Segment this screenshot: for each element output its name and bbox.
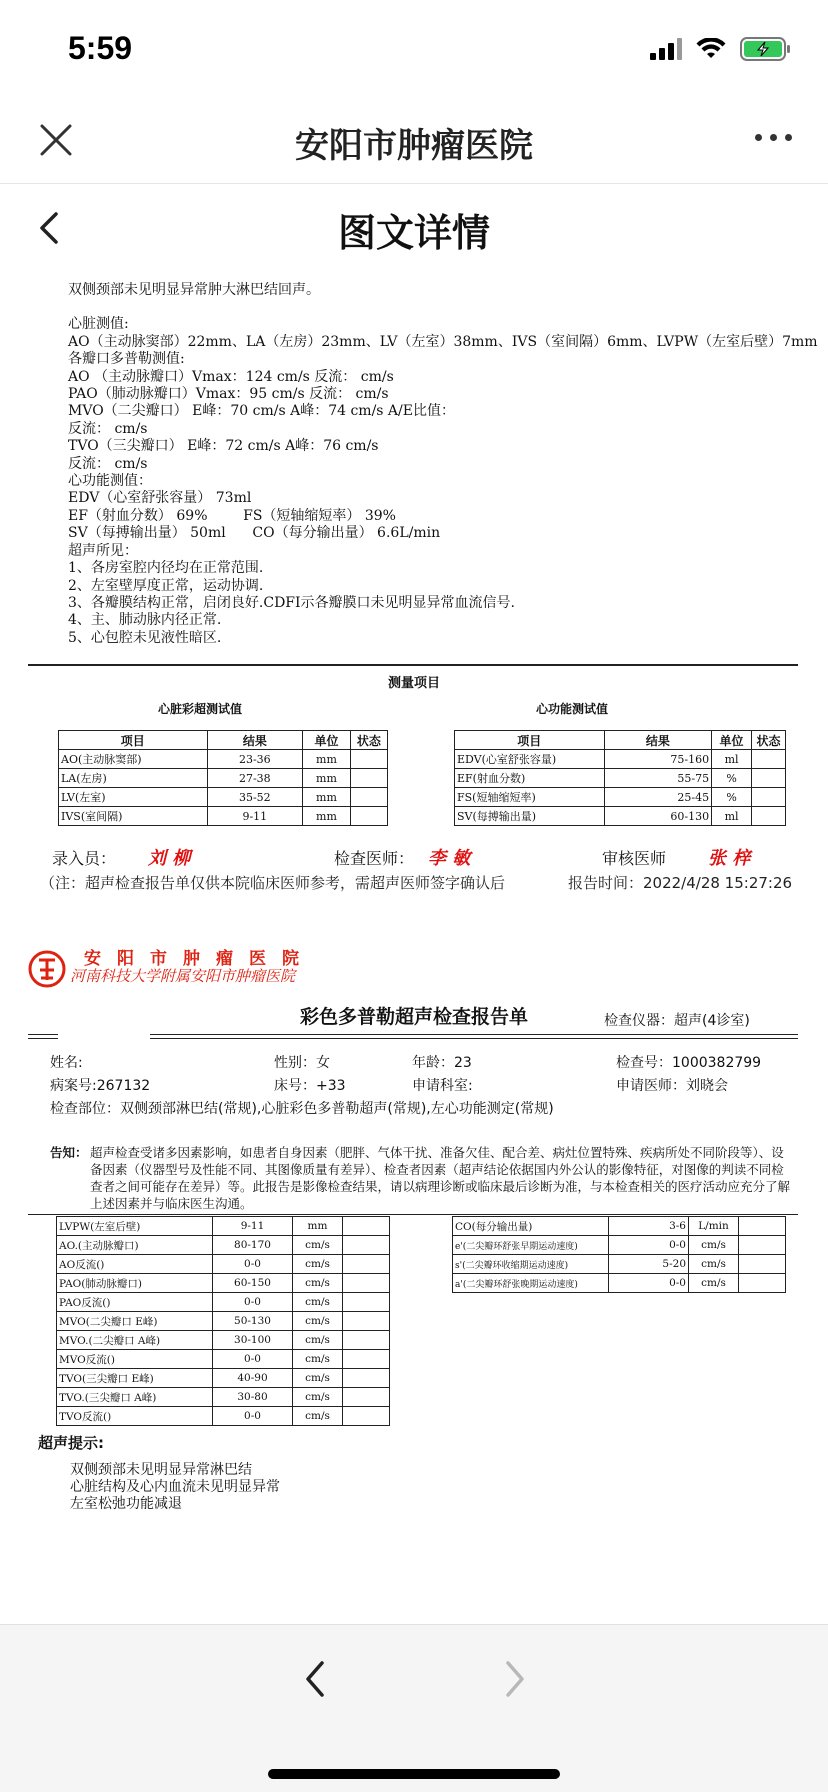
hospital-logo [28,950,66,988]
table-row [455,750,786,769]
cell: 50-130 [213,1312,293,1331]
exam-number: 检查号：1000382799 [616,1055,762,1071]
cell [343,1407,390,1426]
note-line [40,872,820,893]
col-header: 结果 [207,731,303,750]
reviewer-label: 审核医师 [602,849,667,868]
ef-line: EF（射血分数） 69% FS（短轴缩短率） 39% [68,507,396,524]
nav-bar [0,96,828,184]
double-rule-right [150,1034,798,1039]
table-row [453,1274,786,1293]
cell: mm [293,1217,343,1236]
cell [350,788,387,807]
patient-name: 姓名: [50,1055,83,1071]
measure-title: 测量项目 [387,676,440,691]
finding-item: 2、左室壁厚度正常，运动协调. [68,577,264,594]
cell [752,807,786,826]
bed-number: 床号：+33 [274,1078,346,1094]
cell [752,788,786,807]
func-title: 心功能测值： [68,473,152,490]
cell: cm/s [689,1236,739,1255]
cell [343,1255,390,1274]
cell: s'(二尖瓣环收缩期运动速度) [453,1255,609,1274]
cell: ml [712,807,752,826]
cell: cm/s [293,1312,343,1331]
report-time: 报告时间：2022/4/28 15:27:26 [568,874,793,892]
pao-line: PAO（肺动脉瓣口）Vmax：95 cm/s 反流： cm/s [68,386,389,403]
wifi-icon [696,38,726,60]
more-dot-icon [785,134,792,141]
cell: EF(射血分数) [455,769,605,788]
cell [739,1274,786,1293]
nav-title: 安阳市肿瘤医院 [295,127,533,165]
heart-dims: AO（主动脉窦部）22mm、LA（左房）23mm、LV（左室）38mm、IVS（室间隔）6mm、LVPW（左室后壁）7mm [68,333,818,350]
cell: CO(每分输出量) [453,1217,609,1236]
table-row [59,788,388,807]
col-header: 状态 [350,731,387,750]
doctor-label: 检查医师： [334,849,415,868]
heart-ref-table [58,730,388,826]
cell: cm/s [293,1293,343,1312]
cell [343,1236,390,1255]
doctor-signature: 李 敏 [428,848,471,869]
cell: AO(主动脉窦部) [59,750,208,769]
cell: 0-0 [213,1407,293,1426]
table-row [59,750,388,769]
table-row [57,1255,390,1274]
cell: TVO(三尖瓣口 E峰) [57,1369,213,1388]
notice-label: 告知： [50,1145,88,1160]
more-dot-icon [755,134,762,141]
findings-title: 超声所见： [68,542,138,559]
cell: TVO反流() [57,1407,213,1426]
notice-rule [28,1214,798,1215]
cell: IVS(室间隔) [59,807,208,826]
col-header: 项目 [455,731,605,750]
recorder-label: 录入员： [52,849,117,868]
sub-header [0,184,828,272]
cell: 27-38 [207,769,303,788]
cell: 35-52 [207,788,303,807]
cell: SV(每搏输出量) [455,807,605,826]
cell [739,1217,786,1236]
col-header: 结果 [604,731,711,750]
cell: L/min [689,1217,739,1236]
table-row [453,1255,786,1274]
cell [343,1217,390,1236]
cell: EDV(心室舒张容量) [455,750,605,769]
cell: AO.(主动脉瓣口) [57,1236,213,1255]
cell: mm [303,769,351,788]
cell: 0-0 [213,1255,293,1274]
cell: mm [303,750,351,769]
table-row [57,1312,390,1331]
chevron-left-icon [300,1657,330,1701]
cell [350,769,387,788]
cell: cm/s [293,1331,343,1350]
recorder-signature: 刘 柳 [148,848,191,869]
cell: PAO(肺动脉瓣口) [57,1274,213,1293]
exam-part: 检查部位：双侧颈部淋巴结(常规),心脏彩色多普勒超声(常规),左心功能测定(常规) [50,1101,554,1117]
cell: LVPW(左室后壁) [57,1217,213,1236]
instrument: 检查仪器：超声(4诊室) [604,1013,750,1029]
report-content[interactable] [0,272,828,1624]
hospital-name: 安阳市肿瘤医院 [84,949,315,969]
browser-back-button[interactable] [300,1657,330,1701]
cell: LA(左房) [59,769,208,788]
cell [343,1350,390,1369]
cell: mm [303,807,351,826]
more-dot-icon [770,134,777,141]
table-row [57,1407,390,1426]
table-row [57,1217,390,1236]
edv-line: EDV（心室舒张容量） 73ml [68,490,252,507]
table-row [59,807,388,826]
table-row [57,1274,390,1293]
cell [350,750,387,769]
cell: 9-11 [213,1217,293,1236]
cell: 55-75 [604,769,711,788]
notice [50,1144,790,1212]
patient-age: 年龄：23 [412,1055,472,1071]
request-dept: 申请科室: [412,1078,473,1094]
cell: TVO.(三尖瓣口 A峰) [57,1388,213,1407]
cell: 9-11 [207,807,303,826]
hint-item: 左室松弛功能减退 [70,1496,182,1512]
mvo-line: MVO（二尖瓣口） E峰：70 cm/s A峰：74 cm/s A/E比值： [68,403,455,420]
cell: 30-80 [213,1388,293,1407]
func-ref-table [454,730,786,826]
report-title: 彩色多普勒超声检查报告单 [299,1006,528,1028]
cell [350,807,387,826]
cell: 0-0 [609,1274,689,1293]
cell: cm/s [293,1388,343,1407]
cell: 5-20 [609,1255,689,1274]
table-row [455,769,786,788]
cell: 3-6 [609,1217,689,1236]
table-row [57,1369,390,1388]
finding-item: 4、主、肺动脉内径正常. [68,612,222,629]
finding-item: 1、各房室腔内径均在正常范围. [68,560,264,577]
cell [343,1274,390,1293]
cell: cm/s [293,1236,343,1255]
cell: AO反流() [57,1255,213,1274]
table-row [57,1293,390,1312]
battery-icon [740,36,792,62]
cell: cm/s [293,1350,343,1369]
cell: 75-160 [604,750,711,769]
cell: a'(二尖瓣环舒张晚期运动速度) [453,1274,609,1293]
signature-line [40,846,820,870]
mvo-reflux: 反流： cm/s [68,420,148,437]
cell: cm/s [689,1255,739,1274]
measure-right-title: 心功能测试值 [536,702,609,716]
cell: 0-0 [609,1236,689,1255]
cell: 60-130 [604,807,711,826]
hospital-subname: 河南科技大学附属安阳市肿瘤医院 [70,967,296,985]
hint-item: 双侧颈部未见明显异常淋巴结 [70,1462,252,1478]
cell: 23-36 [207,750,303,769]
cell: % [712,769,752,788]
record-number: 病案号:267132 [50,1078,151,1094]
cell: % [712,788,752,807]
browser-forward-button[interactable] [500,1657,530,1701]
chevron-right-icon [500,1657,530,1701]
table-row [455,807,786,826]
cell: FS(短轴缩短率) [455,788,605,807]
col-header: 单位 [303,731,351,750]
cell: cm/s [293,1407,343,1426]
status-icons [650,36,792,62]
table-row [57,1331,390,1350]
cell [343,1331,390,1350]
table-row [57,1236,390,1255]
status-bar [0,0,828,96]
reviewer-signature: 张 梓 [708,848,751,869]
cell [752,750,786,769]
cell: 0-0 [213,1293,293,1312]
cell [343,1388,390,1407]
double-rule-left [28,1034,58,1039]
cell: cm/s [293,1369,343,1388]
cell [752,769,786,788]
request-doctor: 申请医师：刘晓会 [616,1078,728,1094]
hospital-logo-icon [28,950,66,988]
table-row [453,1236,786,1255]
table-header-row [59,731,388,750]
cell: e'(二尖瓣环舒张早期运动速度) [453,1236,609,1255]
cell: 25-45 [604,788,711,807]
doppler-title: 各瓣口多普勒测值: [68,351,185,368]
cell: MVO反流() [57,1350,213,1369]
bottom-toolbar [0,1624,828,1792]
table-row [453,1217,786,1236]
col-header: 单位 [712,731,752,750]
cell [343,1293,390,1312]
cell: cm/s [689,1274,739,1293]
report-note: （注：超声检查报告单仅供本院临床医师参考，需超声医师签字确认后 [40,874,506,892]
hint-title: 超声提示: [38,1434,104,1452]
home-indicator[interactable] [268,1769,560,1779]
cell: LV(左室) [59,788,208,807]
table-row [59,769,388,788]
tvo-reflux: 反流： cm/s [68,455,148,472]
divider [28,664,798,666]
signal-icon [650,38,682,60]
cell [739,1255,786,1274]
summary-line: 双侧颈部未见明显异常肿大淋巴结回声。 [68,282,320,298]
page-title: 图文详情 [337,213,490,255]
table-row [57,1350,390,1369]
sv-line: SV（每搏输出量） 50ml CO（每分输出量） 6.6L/min [68,525,441,542]
cell: mm [303,788,351,807]
cell [343,1312,390,1331]
cell: 30-100 [213,1331,293,1350]
cell [343,1369,390,1388]
cell: 40-90 [213,1369,293,1388]
cell [739,1236,786,1255]
cell: 60-150 [213,1274,293,1293]
doppler-ref-table [56,1216,390,1426]
cell: ml [712,750,752,769]
heart-title: 心脏测值: [68,316,129,333]
table-row [455,788,786,807]
finding-item: 5、心包腔未见液性暗区. [68,629,222,646]
notice-text: 超声检查受诸多因素影响，如患者自身因素（肥胖、气体干扰、准备欠佳、配合差、病灶位置特殊、疾病所处不同阶段等）、设备因素（仪器型号及性能不同、其图像质量有差异）、检查者因素（超声结论依据国内外公认的影像特征，对图像的判读不同检查者之间可能存在差异）等。此报告是影像检查结果，请以病理诊断或临床最后诊断为准，与本检查相关的医疗活动应充分了解上述因素并与临床医生沟通。 [90,1145,791,1211]
hint-list [70,1462,280,1513]
hint-item: 心脏结构及心内血流未见明显异常 [70,1479,280,1495]
cell: MVO(二尖瓣口 E峰) [57,1312,213,1331]
col-header: 项目 [59,731,208,750]
tvo-line: TVO（三尖瓣口） E峰：72 cm/s A峰：76 cm/s [68,438,379,455]
finding-item: 3、各瓣膜结构正常，启闭良好.CDFI示各瓣膜口未见明显异常血流信号. [68,594,515,611]
measure-left-title: 心脏彩超测试值 [158,702,243,716]
cell: MVO.(二尖瓣口 A峰) [57,1331,213,1350]
cell: 0-0 [213,1350,293,1369]
table-row [57,1388,390,1407]
status-time: 5:59 [68,30,133,66]
cell: PAO反流() [57,1293,213,1312]
table-header-row [455,731,786,750]
ao-line: AO （主动脉瓣口）Vmax：124 cm/s 反流： cm/s [68,368,394,385]
patient-gender: 性别：女 [274,1055,330,1071]
function-ref-table-2 [452,1216,786,1293]
cell: 80-170 [213,1236,293,1255]
col-header: 状态 [752,731,786,750]
more-button[interactable] [755,134,792,141]
cell: cm/s [293,1255,343,1274]
cell: cm/s [293,1274,343,1293]
report-text [68,282,818,647]
